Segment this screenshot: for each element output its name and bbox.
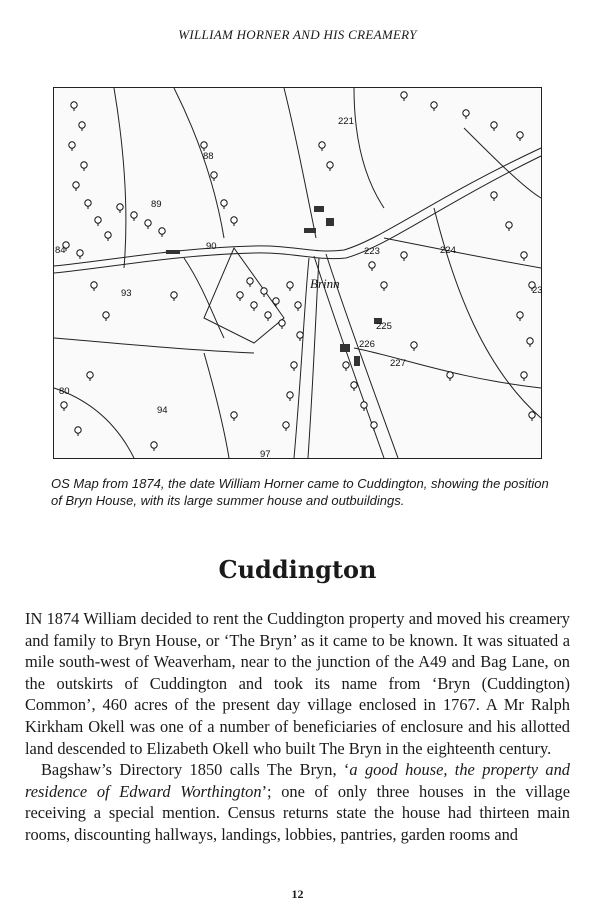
page-number: 12 — [291, 887, 304, 901]
parcel-89: 89 — [151, 199, 162, 210]
parcel-23: 23 — [532, 285, 543, 296]
parcel-225: 225 — [376, 321, 392, 332]
parcel-94: 94 — [157, 405, 168, 416]
directory-quote: a good house, the property and residence of Edward Worthington — [25, 760, 570, 801]
parcel-80: 80 — [59, 386, 70, 397]
parcel-226: 226 — [359, 339, 375, 350]
place-name-brinn: Brinn — [310, 276, 340, 291]
parcel-84: 84 — [55, 245, 66, 256]
parcel-93: 93 — [121, 288, 132, 299]
parcel-90: 90 — [206, 241, 217, 252]
body-text — [25, 608, 570, 846]
parcel-221: 221 — [338, 116, 354, 127]
parcel-97: 97 — [260, 449, 271, 460]
parcel-88: 88 — [203, 151, 214, 162]
parcel-224: 224 — [440, 245, 456, 256]
running-head: WILLIAM HORNER AND HIS CREAMERY — [178, 27, 417, 42]
chapter-title: Cuddington — [218, 555, 377, 584]
os-map-1874 — [53, 87, 542, 459]
paragraph-2 — [25, 759, 570, 845]
map-caption: OS Map from 1874, the date William Horner came to Cuddington, showing the position of Bryn House, with its large summer house and outbuildings. — [51, 476, 549, 508]
parcel-227: 227 — [390, 358, 406, 369]
map-drawing — [54, 88, 541, 458]
paragraph-1: IN 1874 William decided to rent the Cuddington property and moved his creamery and family to Bryn House, or ‘The Bryn’ as it came to be known. It was situated a mile south-west of Weaverham, near to the junction of the A49 and Bag Lane, on the outskirts of Cuddington and took its name from ‘Bryn (Cuddington) Common’, 460 acres of the present day village enclosed in 1767. A Mr Ralph Kirkham Okell was one of a number of beneficiaries of enclosure and his allotted land descended to Elizabeth Okell who built The Bryn in the eighteenth century. — [25, 609, 570, 758]
paragraph-2-rest: ’; one of only three houses in the village receiving a special mention. Census returns state the house had thirteen main rooms, discounting hallways, landings, lobbies, pantries, garden rooms and — [25, 781, 570, 844]
parcel-223: 223 — [364, 246, 380, 257]
paragraph-2-lead: Bagshaw’s Directory 1850 calls The Bryn, ‘ — [41, 760, 350, 780]
